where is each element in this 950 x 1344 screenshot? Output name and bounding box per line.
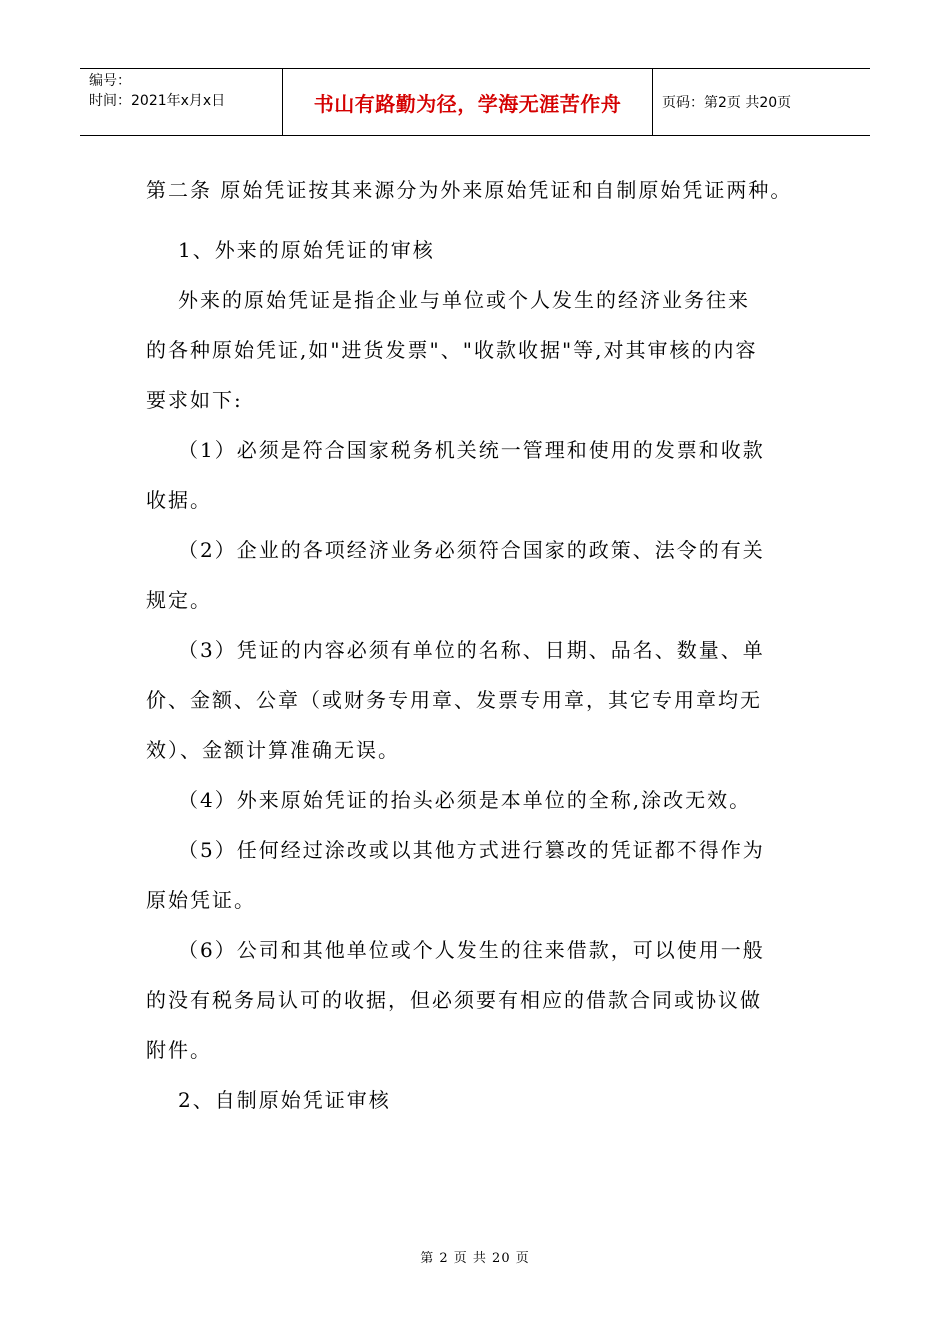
- document-header: [80, 68, 870, 136]
- item-2-line: 规定。: [146, 588, 212, 612]
- item-3-line: 效）、金额计算准确无误。: [146, 738, 400, 762]
- section1-intro-line: 外来的原始凭证是指企业与单位或个人发生的经济业务往来: [178, 288, 750, 312]
- item-6-line: （6）公司和其他单位或个人发生的往来借款，可以使用一般: [178, 938, 765, 962]
- section1-intro-line: 要求如下:: [146, 388, 243, 412]
- header-page-cell: [653, 69, 870, 135]
- section1-intro-line: 的各种原始凭证,如"进货发票"、"收款收据"等,对其审核的内容: [146, 338, 758, 362]
- item-5-line: 原始凭证。: [146, 888, 256, 912]
- section2-title: 2、自制原始凭证审核: [178, 1088, 391, 1112]
- item-1-line: （1）必须是符合国家税务机关统一管理和使用的发票和收款: [178, 438, 765, 462]
- item-1-line: 收据。: [146, 488, 212, 512]
- time-label: 时间：2021年x月x日: [89, 93, 226, 109]
- item-6-line: 附件。: [146, 1038, 212, 1062]
- number-label: 编号：: [89, 73, 131, 89]
- motto-text: 书山有路勤为径，学海无涯苦作舟: [313, 91, 622, 116]
- section1-title: 1、外来的原始凭证的审核: [178, 238, 435, 262]
- page-footer: 第 2 页 共 20 页: [420, 1251, 530, 1266]
- item-5-line: （5）任何经过涂改或以其他方式进行篡改的凭证都不得作为: [178, 838, 765, 862]
- item-3-line: （3）凭证的内容必须有单位的名称、日期、品名、数量、单: [178, 638, 765, 662]
- item-6-line: 的没有税务局认可的收据，但必须要有相应的借款合同或协议做: [146, 988, 762, 1012]
- header-meta-cell: [80, 69, 283, 135]
- item-4-line: （4）外来原始凭证的抬头必须是本单位的全称,涂改无效。: [178, 788, 752, 812]
- item-2-line: （2）企业的各项经济业务必须符合国家的政策、法令的有关: [178, 538, 765, 562]
- item-3-line: 价、金额、公章（或财务专用章、发票专用章，其它专用章均无: [146, 688, 762, 712]
- article-line: 第二条 原始凭证按其来源分为外来原始凭证和自制原始凭证两种。: [146, 178, 793, 202]
- header-motto-cell: [283, 69, 653, 135]
- page-label: 页码：第2页 共20页: [662, 95, 792, 111]
